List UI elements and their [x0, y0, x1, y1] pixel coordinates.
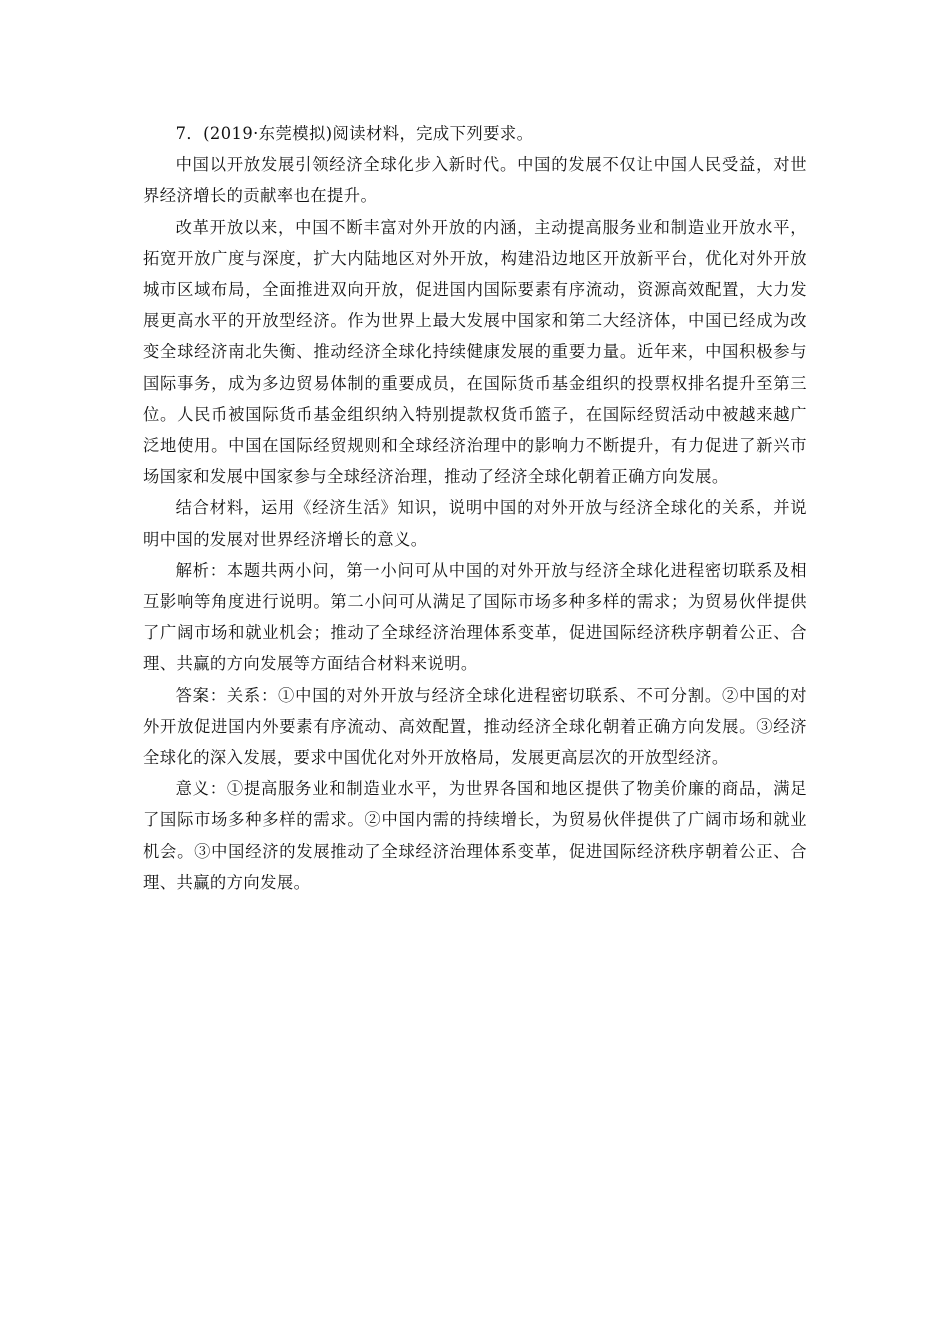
material-paragraph-1: 中国以开放发展引领经济全球化步入新时代。中国的发展不仅让中国人民受益，对世界经济增长的贡献率也在提升。 — [143, 155, 807, 206]
answer-relation-paragraph: 答案：关系：①中国的对外开放与经济全球化进程密切联系、不可分割。②中国的对外开放促进国内外要素有序流动、高效配置，推动经济全球化朝着正确方向发展。③经济全球化的深入发展，要求中国优化对外开放格局，发展更高层次的开放型经济。 — [143, 685, 807, 768]
analysis-paragraph: 解析：本题共两小问，第一小问可从中国的对外开放与经济全球化进程密切联系及相互影响等角度进行说明。第二小问可从满足了国际市场多种多样的需求；为贸易伙伴提供了广阔市场和就业机会；推动了全球经济治理体系变革，促进国际经济秩序朝着公正、合理、共赢的方向发展等方面结合材料来说明。 — [143, 560, 807, 674]
answer-significance-paragraph: 意义：①提高服务业和制造业水平，为世界各国和地区提供了物美价廉的商品，满足了国际市场多种多样的需求。②中国内需的持续增长，为贸易伙伴提供了广阔市场和就业机会。③中国经济的发展推动了全球经济治理体系变革，促进国际经济秩序朝着公正、合理、共赢的方向发展。 — [143, 779, 807, 892]
material-paragraph-2: 改革开放以来，中国不断丰富对外开放的内涵，主动提高服务业和制造业开放水平，拓宽开放广度与深度，扩大内陆地区对外开放，构建沿边地区开放新平台，优化对外开放城市区域布局，全面推进双向开放，促进国内国际要素有序流动，资源高效配置，大力发展更高水平的开放型经济。作为世界上最大发展中国家和第二大经济体，中国已经成为改变全球经济南北失衡、推动经济全球化持续健康发展的重要力量。近年来，中国积极参与国际事务，成为多边贸易体制的重要成员，在国际货币基金组织的投票权排名提升至第三位。人民币被国际货币基金组织纳入特别提款权货币篮子，在国际经贸活动中被越来越广泛地使用。中国在国际经贸规则和全球经济治理中的影响力不断提升，有力促进了新兴市场国家和发展中国家参与全球经济治理，推动了经济全球化朝着正确方向发展。 — [143, 217, 807, 487]
question-header: 7．(2019·东莞模拟)阅读材料，完成下列要求。 — [175, 124, 534, 143]
question-prompt: 结合材料，运用《经济生活》知识，说明中国的对外开放与经济全球化的关系，并说明中国的发展对世界经济增长的意义。 — [143, 498, 807, 549]
question-body — [143, 118, 807, 898]
